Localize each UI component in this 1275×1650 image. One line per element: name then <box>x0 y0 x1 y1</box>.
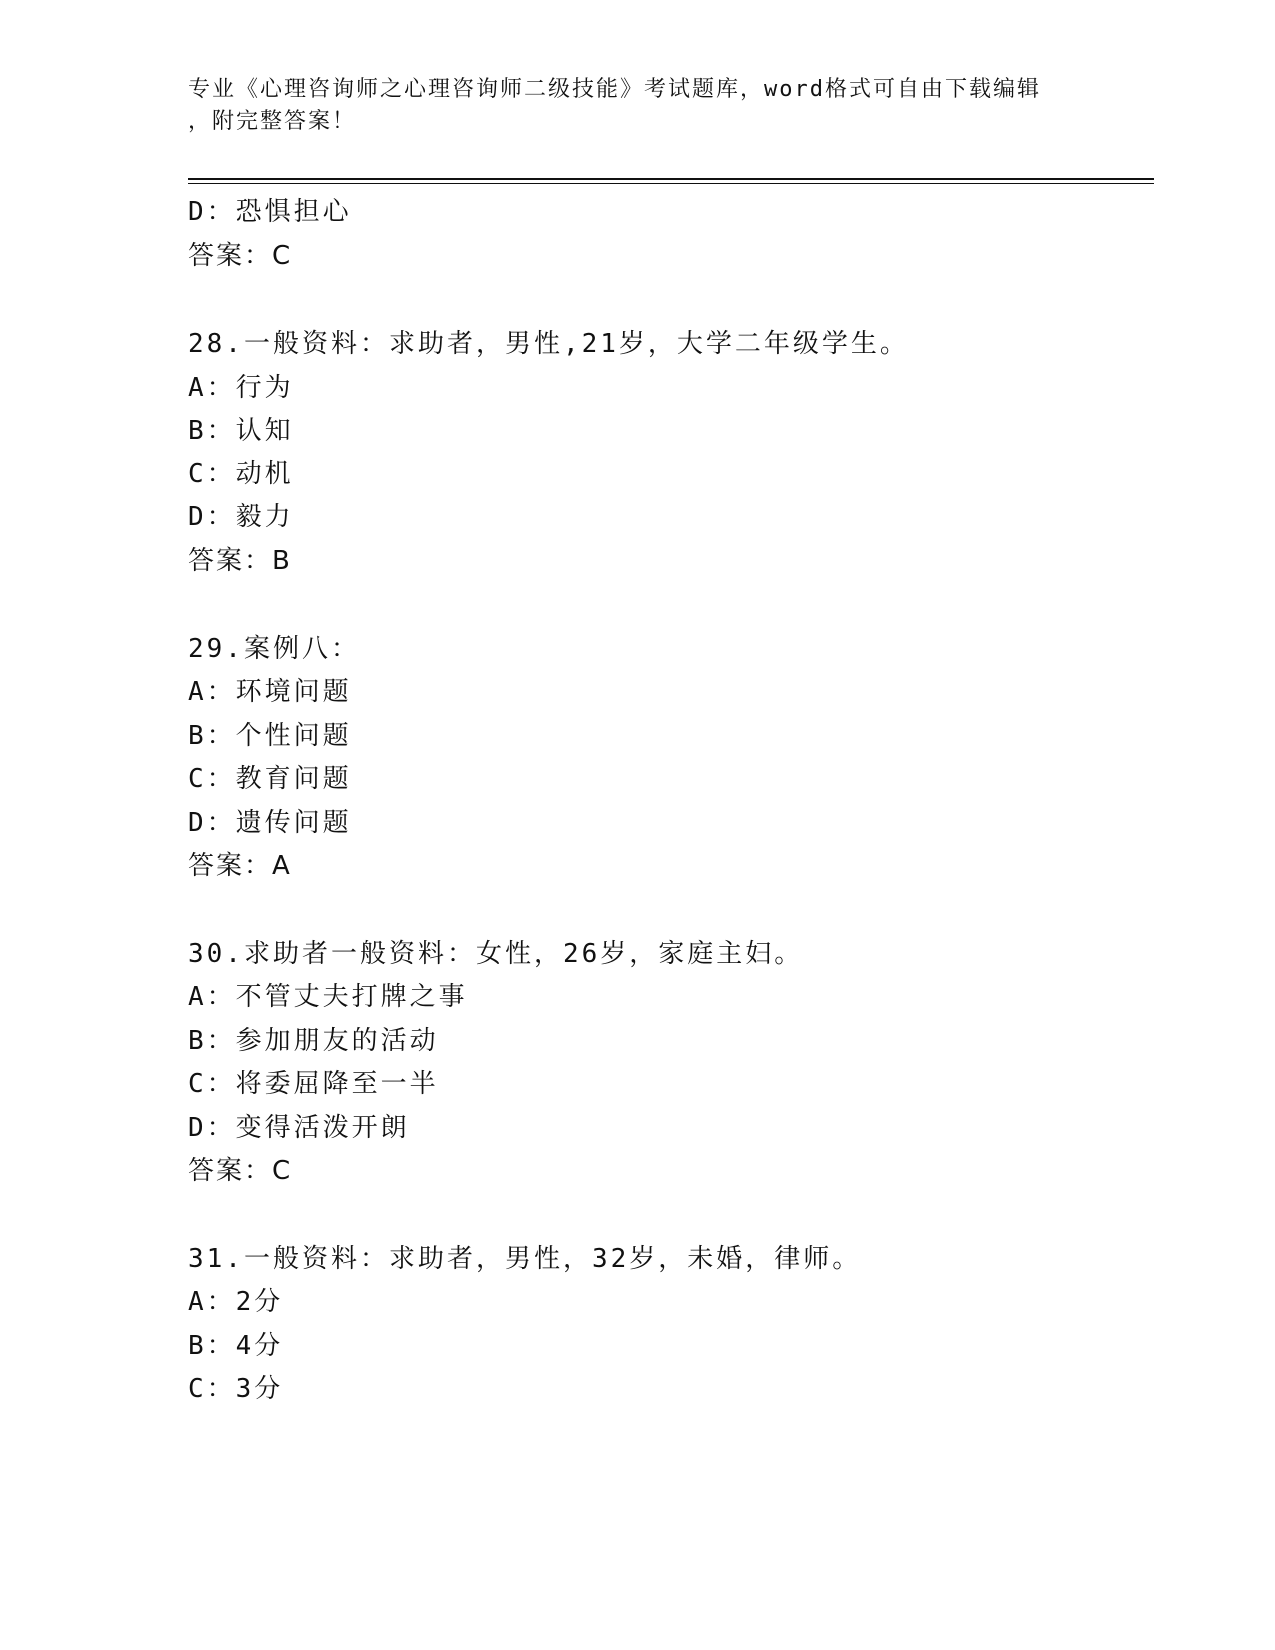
option-b-q30: B：参加朋友的活动 <box>188 1026 439 1056</box>
document-header: 专业《心理咨询师之心理咨询师二级技能》考试题库，word格式可自由下载编辑 ，附完整答案！ <box>188 77 1041 134</box>
option-c-q29: C：教育问题 <box>188 764 352 794</box>
header-divider-thick <box>188 178 1154 180</box>
question-30: 30.求助者一般资料：女性，26岁，家庭主妇。 <box>188 939 804 969</box>
answer-q27: 答案：C <box>188 241 293 271</box>
option-c-q30: C：将委屈降至一半 <box>188 1069 439 1099</box>
option-d-q29: D：遗传问题 <box>188 808 352 838</box>
option-c-q31: C：3分 <box>188 1374 284 1404</box>
option-d-q30: D：变得活泼开朗 <box>188 1113 410 1143</box>
question-31: 31.一般资料：求助者，男性，32岁，未婚，律师。 <box>188 1244 862 1274</box>
answer-q29: 答案：A <box>188 851 292 881</box>
option-b-q31: B：4分 <box>188 1331 284 1361</box>
option-a-q28: A：行为 <box>188 373 294 403</box>
option-c-q28: C：动机 <box>188 459 294 489</box>
option-d-q28: D：毅力 <box>188 502 294 532</box>
option-a-q29: A：环境问题 <box>188 677 352 707</box>
option-d-q27: D：恐惧担心 <box>188 197 352 227</box>
question-29: 29.案例八： <box>188 634 360 664</box>
option-b-q28: B：认知 <box>188 416 294 446</box>
answer-q30: 答案：C <box>188 1156 293 1186</box>
question-28: 28.一般资料：求助者，男性,21岁，大学二年级学生。 <box>188 329 909 359</box>
header-divider-thin <box>188 183 1154 184</box>
option-b-q29: B：个性问题 <box>188 721 352 751</box>
option-a-q31: A：2分 <box>188 1287 284 1317</box>
option-a-q30: A：不管丈夫打牌之事 <box>188 982 468 1012</box>
answer-q28: 答案：B <box>188 546 292 576</box>
